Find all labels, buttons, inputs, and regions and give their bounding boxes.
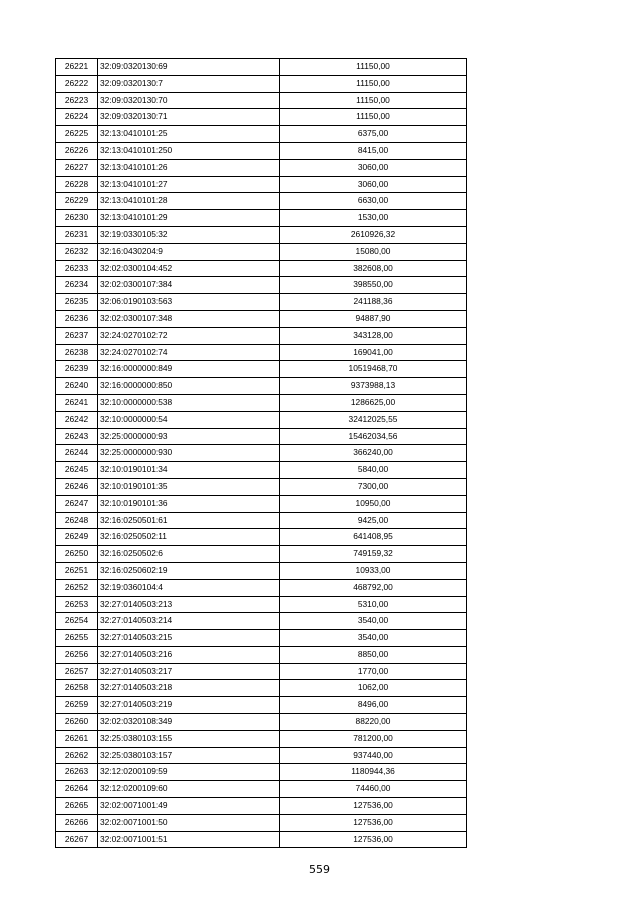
table-row (56, 798, 467, 815)
row-number-cell: 26252 (56, 579, 98, 596)
cadastral-number-cell: 32:27:0140503:213 (98, 596, 280, 613)
value-cell: 937440,00 (280, 747, 467, 764)
table-row (56, 75, 467, 92)
row-number-cell: 26231 (56, 226, 98, 243)
table-row (56, 126, 467, 143)
row-number-cell: 26265 (56, 798, 98, 815)
row-number-cell: 26262 (56, 747, 98, 764)
cadastral-number-cell: 32:09:0320130:71 (98, 109, 280, 126)
row-number-cell: 26245 (56, 462, 98, 479)
cadastral-number-cell: 32:10:0000000:538 (98, 394, 280, 411)
table-row (56, 781, 467, 798)
table-row (56, 159, 467, 176)
value-cell: 366240,00 (280, 445, 467, 462)
value-cell: 9425,00 (280, 512, 467, 529)
row-number-cell: 26236 (56, 310, 98, 327)
table-row (56, 260, 467, 277)
cadastral-number-cell: 32:27:0140503:214 (98, 613, 280, 630)
row-number-cell: 26223 (56, 92, 98, 109)
row-number-cell: 26228 (56, 176, 98, 193)
table-row (56, 193, 467, 210)
cadastral-number-cell: 32:13:0410101:26 (98, 159, 280, 176)
table-row (56, 294, 467, 311)
value-cell: 3060,00 (280, 176, 467, 193)
table-body (56, 59, 467, 848)
table-row (56, 226, 467, 243)
table-row (56, 445, 467, 462)
cadastral-number-cell: 32:10:0190101:34 (98, 462, 280, 479)
table-row (56, 277, 467, 294)
value-cell: 3540,00 (280, 613, 467, 630)
cadastral-number-cell: 32:19:0330105:32 (98, 226, 280, 243)
value-cell: 8415,00 (280, 142, 467, 159)
row-number-cell: 26256 (56, 646, 98, 663)
value-cell: 10950,00 (280, 495, 467, 512)
row-number-cell: 26244 (56, 445, 98, 462)
row-number-cell: 26260 (56, 714, 98, 731)
row-number-cell: 26250 (56, 546, 98, 563)
row-number-cell: 26226 (56, 142, 98, 159)
row-number-cell: 26241 (56, 394, 98, 411)
table-row (56, 142, 467, 159)
cadastral-value-table (55, 58, 467, 848)
row-number-cell: 26261 (56, 730, 98, 747)
value-cell: 468792,00 (280, 579, 467, 596)
table-row (56, 344, 467, 361)
table-row (56, 176, 467, 193)
table-row (56, 109, 467, 126)
table-row (56, 596, 467, 613)
cadastral-number-cell: 32:02:0071001:49 (98, 798, 280, 815)
cadastral-number-cell: 32:09:0320130:70 (98, 92, 280, 109)
cadastral-number-cell: 32:12:0200109:59 (98, 764, 280, 781)
row-number-cell: 26240 (56, 378, 98, 395)
cadastral-number-cell: 32:09:0320130:7 (98, 75, 280, 92)
table-row (56, 562, 467, 579)
value-cell: 398550,00 (280, 277, 467, 294)
value-cell: 10519468,70 (280, 361, 467, 378)
table-row (56, 495, 467, 512)
value-cell: 74460,00 (280, 781, 467, 798)
page-number: 559 (309, 863, 330, 876)
table-row (56, 764, 467, 781)
row-number-cell: 26255 (56, 630, 98, 647)
value-cell: 169041,00 (280, 344, 467, 361)
cadastral-number-cell: 32:19:0360104:4 (98, 579, 280, 596)
row-number-cell: 26224 (56, 109, 98, 126)
cadastral-number-cell: 32:25:0000000:930 (98, 445, 280, 462)
cadastral-number-cell: 32:10:0000000:54 (98, 411, 280, 428)
value-cell: 9373988,13 (280, 378, 467, 395)
value-cell: 1062,00 (280, 680, 467, 697)
value-cell: 3060,00 (280, 159, 467, 176)
value-cell: 88220,00 (280, 714, 467, 731)
row-number-cell: 26258 (56, 680, 98, 697)
table-row (56, 478, 467, 495)
value-cell: 8496,00 (280, 697, 467, 714)
table-row (56, 546, 467, 563)
value-cell: 382608,00 (280, 260, 467, 277)
value-cell: 781200,00 (280, 730, 467, 747)
value-cell: 11150,00 (280, 92, 467, 109)
value-cell: 641408,95 (280, 529, 467, 546)
value-cell: 15080,00 (280, 243, 467, 260)
cadastral-number-cell: 32:16:0000000:849 (98, 361, 280, 378)
row-number-cell: 26229 (56, 193, 98, 210)
value-cell: 1530,00 (280, 210, 467, 227)
cadastral-number-cell: 32:02:0300107:384 (98, 277, 280, 294)
cadastral-number-cell: 32:02:0320108:349 (98, 714, 280, 731)
cadastral-number-cell: 32:27:0140503:215 (98, 630, 280, 647)
value-cell: 11150,00 (280, 75, 467, 92)
cadastral-number-cell: 32:16:0430204:9 (98, 243, 280, 260)
value-cell: 7300,00 (280, 478, 467, 495)
cadastral-number-cell: 32:24:0270102:74 (98, 344, 280, 361)
cadastral-number-cell: 32:13:0410101:25 (98, 126, 280, 143)
row-number-cell: 26249 (56, 529, 98, 546)
row-number-cell: 26251 (56, 562, 98, 579)
table-row (56, 361, 467, 378)
cadastral-number-cell: 32:13:0410101:250 (98, 142, 280, 159)
cadastral-number-cell: 32:10:0190101:35 (98, 478, 280, 495)
table-row (56, 428, 467, 445)
cadastral-number-cell: 32:27:0140503:219 (98, 697, 280, 714)
cadastral-number-cell: 32:10:0190101:36 (98, 495, 280, 512)
row-number-cell: 26259 (56, 697, 98, 714)
row-number-cell: 26238 (56, 344, 98, 361)
table-row (56, 210, 467, 227)
row-number-cell: 26266 (56, 814, 98, 831)
cadastral-number-cell: 32:24:0270102:72 (98, 327, 280, 344)
row-number-cell: 26239 (56, 361, 98, 378)
value-cell: 94887,90 (280, 310, 467, 327)
cadastral-number-cell: 32:13:0410101:29 (98, 210, 280, 227)
table-row (56, 92, 467, 109)
row-number-cell: 26221 (56, 59, 98, 76)
table-row (56, 630, 467, 647)
row-number-cell: 26242 (56, 411, 98, 428)
value-cell: 6630,00 (280, 193, 467, 210)
cadastral-number-cell: 32:09:0320130:69 (98, 59, 280, 76)
table-row (56, 747, 467, 764)
table-row (56, 243, 467, 260)
value-cell: 5840,00 (280, 462, 467, 479)
table-row (56, 327, 467, 344)
value-cell: 241188,36 (280, 294, 467, 311)
cadastral-number-cell: 32:16:0000000:850 (98, 378, 280, 395)
row-number-cell: 26243 (56, 428, 98, 445)
value-cell: 127536,00 (280, 831, 467, 848)
value-cell: 8850,00 (280, 646, 467, 663)
row-number-cell: 26248 (56, 512, 98, 529)
cadastral-number-cell: 32:06:0190103:563 (98, 294, 280, 311)
cadastral-number-cell: 32:16:0250602:19 (98, 562, 280, 579)
row-number-cell: 26253 (56, 596, 98, 613)
cadastral-number-cell: 32:02:0300107:348 (98, 310, 280, 327)
table-row (56, 646, 467, 663)
value-cell: 5310,00 (280, 596, 467, 613)
cadastral-number-cell: 32:13:0410101:28 (98, 193, 280, 210)
cadastral-number-cell: 32:25:0380103:157 (98, 747, 280, 764)
value-cell: 1286625,00 (280, 394, 467, 411)
value-cell: 11150,00 (280, 109, 467, 126)
value-cell: 3540,00 (280, 630, 467, 647)
cadastral-number-cell: 32:16:0250502:11 (98, 529, 280, 546)
value-cell: 11150,00 (280, 59, 467, 76)
value-cell: 1770,00 (280, 663, 467, 680)
table-row (56, 512, 467, 529)
cadastral-number-cell: 32:13:0410101:27 (98, 176, 280, 193)
value-cell: 127536,00 (280, 798, 467, 815)
row-number-cell: 26254 (56, 613, 98, 630)
table-row (56, 831, 467, 848)
cadastral-number-cell: 32:25:0380103:155 (98, 730, 280, 747)
cadastral-number-cell: 32:27:0140503:216 (98, 646, 280, 663)
table-row (56, 680, 467, 697)
value-cell: 32412025,55 (280, 411, 467, 428)
value-cell: 10933,00 (280, 562, 467, 579)
table-row (56, 59, 467, 76)
value-cell: 1180944,36 (280, 764, 467, 781)
table-row (56, 529, 467, 546)
cadastral-number-cell: 32:02:0300104:452 (98, 260, 280, 277)
value-cell: 127536,00 (280, 814, 467, 831)
cadastral-number-cell: 32:02:0071001:51 (98, 831, 280, 848)
table-row (56, 462, 467, 479)
value-cell: 749159,32 (280, 546, 467, 563)
table-row (56, 394, 467, 411)
table-row (56, 697, 467, 714)
cadastral-number-cell: 32:02:0071001:50 (98, 814, 280, 831)
row-number-cell: 26233 (56, 260, 98, 277)
row-number-cell: 26227 (56, 159, 98, 176)
row-number-cell: 26230 (56, 210, 98, 227)
table-row (56, 310, 467, 327)
row-number-cell: 26232 (56, 243, 98, 260)
row-number-cell: 26234 (56, 277, 98, 294)
table-row (56, 579, 467, 596)
table-row (56, 730, 467, 747)
table-row (56, 814, 467, 831)
cadastral-number-cell: 32:27:0140503:217 (98, 663, 280, 680)
value-cell: 2610926,32 (280, 226, 467, 243)
value-cell: 6375,00 (280, 126, 467, 143)
cadastral-number-cell: 32:16:0250501:61 (98, 512, 280, 529)
row-number-cell: 26237 (56, 327, 98, 344)
row-number-cell: 26246 (56, 478, 98, 495)
value-cell: 343128,00 (280, 327, 467, 344)
table-row (56, 714, 467, 731)
row-number-cell: 26267 (56, 831, 98, 848)
row-number-cell: 26257 (56, 663, 98, 680)
table-row (56, 663, 467, 680)
row-number-cell: 26225 (56, 126, 98, 143)
row-number-cell: 26263 (56, 764, 98, 781)
cadastral-number-cell: 32:16:0250502:6 (98, 546, 280, 563)
value-cell: 15462034,56 (280, 428, 467, 445)
row-number-cell: 26222 (56, 75, 98, 92)
cadastral-number-cell: 32:27:0140503:218 (98, 680, 280, 697)
cadastral-number-cell: 32:12:0200109:60 (98, 781, 280, 798)
row-number-cell: 26264 (56, 781, 98, 798)
row-number-cell: 26235 (56, 294, 98, 311)
row-number-cell: 26247 (56, 495, 98, 512)
table-row (56, 378, 467, 395)
table-row (56, 411, 467, 428)
cadastral-number-cell: 32:25:0000000:93 (98, 428, 280, 445)
table-row (56, 613, 467, 630)
